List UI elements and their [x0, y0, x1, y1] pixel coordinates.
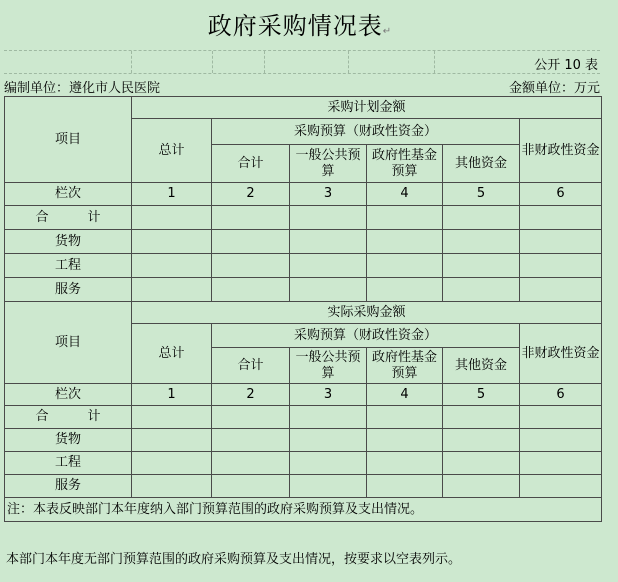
other-funds-header: 其他资金 — [443, 145, 520, 183]
column-index-label: 栏次 — [5, 384, 132, 406]
fund-budget-header: 政府性基金预算 — [367, 145, 443, 183]
data-cell[interactable] — [290, 429, 367, 452]
data-cell[interactable] — [212, 429, 290, 452]
data-cell[interactable] — [132, 475, 212, 498]
budget-header: 采购预算（财政性资金） — [212, 119, 520, 145]
data-cell[interactable] — [212, 254, 290, 278]
data-cell[interactable] — [520, 475, 602, 498]
data-cell[interactable] — [212, 452, 290, 475]
subtotal-header: 合计 — [212, 145, 290, 183]
row-label-total: 合 计 — [5, 206, 132, 230]
column-number: 2 — [212, 183, 290, 206]
data-cell[interactable] — [212, 475, 290, 498]
data-cell[interactable] — [367, 230, 443, 254]
data-cell[interactable] — [367, 452, 443, 475]
table-row — [5, 475, 602, 498]
footer-statement: 本部门本年度无部门预算范围的政府采购预算及支出情况，按要求以空表列示。 — [6, 552, 462, 567]
project-header: 项目 — [5, 97, 132, 183]
data-cell[interactable] — [212, 278, 290, 302]
data-cell[interactable] — [290, 475, 367, 498]
data-cell[interactable] — [443, 429, 520, 452]
total-header: 总计 — [132, 119, 212, 183]
data-cell[interactable] — [132, 206, 212, 230]
row-label-services: 服务 — [5, 278, 132, 302]
column-index-label: 栏次 — [5, 183, 132, 206]
unit-row — [4, 74, 600, 96]
data-cell[interactable] — [132, 452, 212, 475]
table-row — [5, 429, 602, 452]
data-cell[interactable] — [520, 230, 602, 254]
data-cell[interactable] — [212, 206, 290, 230]
data-cell[interactable] — [290, 452, 367, 475]
general-budget-header: 一般公共预算 — [290, 348, 367, 384]
row-label-goods: 货物 — [5, 429, 132, 452]
data-cell[interactable] — [212, 406, 290, 429]
organization-label: 编制单位：遵化市人民医院 — [4, 81, 161, 96]
data-cell[interactable] — [443, 406, 520, 429]
column-number: 4 — [367, 183, 443, 206]
data-cell[interactable] — [520, 278, 602, 302]
column-number: 5 — [443, 384, 520, 406]
non-fiscal-header: 非财政性资金 — [520, 324, 602, 384]
total-header: 总计 — [132, 324, 212, 384]
other-funds-header: 其他资金 — [443, 348, 520, 384]
table-row — [5, 206, 602, 230]
data-cell[interactable] — [132, 254, 212, 278]
project-header: 项目 — [5, 302, 132, 384]
page-title: 政府采购情况表↵ — [207, 12, 393, 40]
data-cell[interactable] — [367, 406, 443, 429]
table-note: 注：本表反映部门本年度纳入部门预算范围的政府采购预算及支出情况。 — [5, 498, 602, 522]
data-cell[interactable] — [290, 254, 367, 278]
data-cell[interactable] — [443, 278, 520, 302]
data-cell[interactable] — [367, 206, 443, 230]
general-budget-header: 一般公共预算 — [290, 145, 367, 183]
table-number-label: 公开 10 表 — [534, 58, 598, 73]
column-number: 3 — [290, 384, 367, 406]
data-cell[interactable] — [290, 278, 367, 302]
table-row — [5, 452, 602, 475]
data-cell[interactable] — [443, 206, 520, 230]
data-cell[interactable] — [443, 230, 520, 254]
data-cell[interactable] — [520, 452, 602, 475]
row-label-engineering: 工程 — [5, 254, 132, 278]
plan-amount-header: 采购计划金额 — [132, 97, 602, 119]
data-cell[interactable] — [132, 230, 212, 254]
table-row — [5, 254, 602, 278]
data-cell[interactable] — [367, 254, 443, 278]
row-label-engineering: 工程 — [5, 452, 132, 475]
procurement-table — [4, 96, 602, 522]
data-cell[interactable] — [443, 475, 520, 498]
data-cell[interactable] — [443, 254, 520, 278]
row-label-total: 合 计 — [5, 406, 132, 429]
data-cell[interactable] — [132, 429, 212, 452]
row-label-goods: 货物 — [5, 230, 132, 254]
data-cell[interactable] — [132, 278, 212, 302]
table-row — [5, 230, 602, 254]
table-row — [5, 406, 602, 429]
column-number: 6 — [520, 384, 602, 406]
data-cell[interactable] — [443, 452, 520, 475]
data-cell[interactable] — [520, 406, 602, 429]
column-number: 5 — [443, 183, 520, 206]
column-number: 1 — [132, 384, 212, 406]
column-number: 6 — [520, 183, 602, 206]
column-number: 4 — [367, 384, 443, 406]
data-cell[interactable] — [290, 230, 367, 254]
fund-budget-header: 政府性基金预算 — [367, 348, 443, 384]
column-number: 1 — [132, 183, 212, 206]
column-number: 2 — [212, 384, 290, 406]
row-label-services: 服务 — [5, 475, 132, 498]
data-cell[interactable] — [367, 475, 443, 498]
data-cell[interactable] — [290, 206, 367, 230]
data-cell[interactable] — [367, 429, 443, 452]
data-cell[interactable] — [132, 406, 212, 429]
actual-amount-header: 实际采购金额 — [132, 302, 602, 324]
data-cell[interactable] — [367, 278, 443, 302]
data-cell[interactable] — [290, 406, 367, 429]
amount-unit-label: 金额单位：万元 — [508, 81, 600, 96]
non-fiscal-header: 非财政性资金 — [520, 119, 602, 183]
table-row — [5, 278, 602, 302]
budget-header: 采购预算（财政性资金） — [212, 324, 520, 348]
header-blank-row — [4, 50, 600, 74]
data-cell[interactable] — [520, 254, 602, 278]
data-cell[interactable] — [520, 429, 602, 452]
data-cell[interactable] — [520, 206, 602, 230]
column-number: 3 — [290, 183, 367, 206]
data-cell[interactable] — [212, 230, 290, 254]
subtotal-header: 合计 — [212, 348, 290, 384]
